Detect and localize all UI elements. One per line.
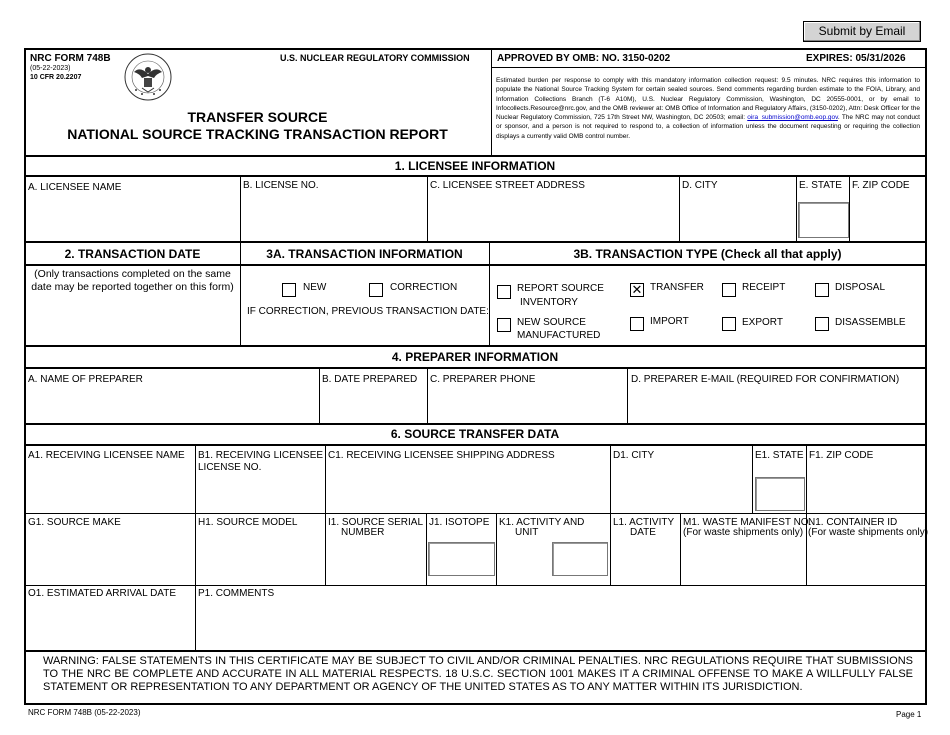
- form-number: NRC FORM 748B: [30, 53, 111, 64]
- licensee-name-label: A. LICENSEE NAME: [28, 182, 122, 193]
- nrc-seal-icon: [120, 52, 176, 102]
- transfer-check-mark: ✕: [631, 282, 643, 297]
- section4-title: 4. PREPARER INFORMATION: [391, 350, 559, 364]
- zip-code-label: F. ZIP CODE: [852, 180, 910, 191]
- serial-number-label-2: NUMBER: [341, 527, 385, 538]
- form-date: (05-22-2023): [30, 65, 71, 72]
- expiration-date: EXPIRES: 05/31/2026: [806, 53, 906, 64]
- correction-checkbox[interactable]: [369, 283, 383, 297]
- container-id-label-2: (For waste shipments only): [808, 527, 929, 538]
- report-source-label: REPORT SOURCE: [517, 283, 604, 294]
- activity-date-label-1: L1. ACTIVITY: [613, 517, 675, 528]
- isotope-field[interactable]: [428, 542, 495, 576]
- waste-manifest-label-1: M1. WASTE MANIFEST NO.: [683, 517, 812, 528]
- receiving-state-field[interactable]: [755, 477, 805, 511]
- disassemble-checkbox[interactable]: [815, 317, 829, 331]
- receiving-licensee-name-label: A1. RECEIVING LICENSEE NAME: [28, 450, 185, 461]
- section2-title: 2. TRANSACTION DATE: [64, 247, 201, 261]
- preparer-email-label: D. PREPARER E-MAIL (REQUIRED FOR CONFIRMATION): [631, 374, 900, 385]
- footer-form-number: NRC FORM 748B (05-22-2023): [28, 708, 141, 717]
- receipt-checkbox[interactable]: [722, 283, 736, 297]
- activity-date-label-2: DATE: [630, 527, 656, 538]
- receiving-city-label: D1. CITY: [613, 450, 655, 461]
- receiving-license-no-label-1: B1. RECEIVING LICENSEE: [198, 450, 324, 461]
- serial-number-label-1: I1. SOURCE SERIAL: [328, 517, 424, 528]
- city-label: D. CITY: [682, 180, 718, 191]
- import-checkbox[interactable]: [630, 317, 644, 331]
- estimated-arrival-date-label: O1. ESTIMATED ARRIVAL DATE: [28, 588, 176, 599]
- export-checkbox[interactable]: [722, 317, 736, 331]
- receiving-state-label: E1. STATE: [755, 450, 804, 461]
- container-id-label-1: N1. CONTAINER ID: [808, 517, 898, 528]
- disposal-checkbox[interactable]: [815, 283, 829, 297]
- preparer-name-label: A. NAME OF PREPARER: [28, 374, 143, 385]
- previous-transaction-date-label: IF CORRECTION, PREVIOUS TRANSACTION DATE:: [247, 306, 489, 317]
- transfer-label: TRANSFER: [650, 282, 704, 293]
- form-title-line2: NATIONAL SOURCE TRACKING TRANSACTION REPORT: [67, 126, 448, 142]
- report-source-inventory-checkbox[interactable]: [497, 285, 511, 299]
- inventory-label: INVENTORY: [520, 297, 578, 308]
- new-checkbox[interactable]: [282, 283, 296, 297]
- source-make-label: G1. SOURCE MAKE: [28, 517, 121, 528]
- frame-top: [24, 48, 927, 50]
- import-label: IMPORT: [650, 316, 689, 327]
- frame-right: [925, 48, 927, 705]
- disposal-label: DISPOSAL: [835, 282, 886, 293]
- new-label: NEW: [303, 282, 327, 293]
- section1-title: 1. LICENSEE INFORMATION: [394, 159, 556, 173]
- activity-unit-field[interactable]: [552, 542, 608, 576]
- burden-statement: Estimated burden per response to comply with this mandatory information collection request: 9.5 minutes. NRC requires this information to populate the National Source Tracking System for certain sealed sources. Send comments regarding burden estimate to the FOIA, Library, and Information Collections Branch (T-6 A10M), U.S. Nuclear Regulatory Commission, Washington, DC 20555-0001, or by email to Infocollects.Resource@nrc.gov, and the OMB reviewer at: OMB Office of Information and Regulatory Affairs, (3150-0202), Attn: Desk Officer for the Nuclear Regulatory Commission, 725 17th Street NW, Washington, DC 20503; email: oira_submission@omb.eop.gov. The NRC may not conduct or sponsor, and a person is not required to respond to, a collection of information unless the document requesting or requiring the collection displays a currently valid OMB control number.: [496, 77, 920, 140]
- comments-label: P1. COMMENTS: [198, 588, 275, 599]
- omb-approval: APPROVED BY OMB: NO. 3150-0202: [497, 53, 671, 64]
- disassemble-label: DISASSEMBLE: [835, 317, 906, 328]
- new-source-label: NEW SOURCE: [517, 317, 586, 328]
- section3a-title: 3A. TRANSACTION INFORMATION: [266, 247, 463, 261]
- street-address-label: C. LICENSEE STREET ADDRESS: [430, 180, 585, 191]
- frame-bottom: [24, 703, 927, 705]
- date-prepared-label: B. DATE PREPARED: [322, 374, 418, 385]
- warning-statement: WARNING: FALSE STATEMENTS IN THIS CERTIFICATE MAY BE SUBJECT TO CIVIL AND/OR CRIMINAL PENALTIES. NRC REGULATIONS REQUIRE THAT SUBMISSIONS TO THE NRC BE COMPLETE AND ACCURATE IN ALL MATERIAL RESPECTS. 18 U.S.C. SECTION 1001 MAKES IT A CRIMINAL OFFENSE TO MAKE A WILLFULLY FALSE STATEMENT OR REPRESENTATION TO ANY DEPARTMENT OR AGENCY OF THE UNITED STATES AS TO ANY MATTER WITHIN ITS JURISDICTION.: [43, 655, 913, 693]
- license-no-label: B. LICENSE NO.: [243, 180, 319, 191]
- preparer-phone-label: C. PREPARER PHONE: [430, 374, 536, 385]
- cfr-reference: 10 CFR 20.2207: [30, 74, 82, 81]
- manufactured-label: MANUFACTURED: [517, 330, 601, 341]
- receiving-zip-label: F1. ZIP CODE: [809, 450, 874, 461]
- oira-email-link[interactable]: oira_submission@omb.eop.gov: [747, 114, 838, 122]
- frame-left: [24, 48, 26, 705]
- receiving-license-no-label-2: LICENSE NO.: [198, 462, 262, 473]
- section3b-title: 3B. TRANSACTION TYPE (Check all that apply): [573, 247, 842, 261]
- isotope-label: J1. ISOTOPE: [429, 517, 490, 528]
- shipping-address-label: C1. RECEIVING LICENSEE SHIPPING ADDRESS: [328, 450, 555, 461]
- transaction-date-note-2: date may be reported together on this form): [31, 281, 234, 293]
- new-source-manufactured-checkbox[interactable]: [497, 318, 511, 332]
- state-field[interactable]: [798, 202, 849, 238]
- export-label: EXPORT: [742, 317, 783, 328]
- correction-label: CORRECTION: [390, 282, 458, 293]
- transfer-checkbox[interactable]: [630, 283, 644, 297]
- activity-unit-label-2: UNIT: [515, 527, 539, 538]
- waste-manifest-label-2: (For waste shipments only): [683, 527, 804, 538]
- state-label: E. STATE: [799, 180, 842, 191]
- activity-unit-label-1: K1. ACTIVITY AND: [499, 517, 585, 528]
- section6-title: 6. SOURCE TRANSFER DATA: [390, 427, 560, 441]
- receipt-label: RECEIPT: [742, 282, 786, 293]
- agency-name: U.S. NUCLEAR REGULATORY COMMISSION: [280, 53, 470, 63]
- page-number: Page 1: [896, 710, 922, 719]
- source-model-label: H1. SOURCE MODEL: [198, 517, 298, 528]
- submit-by-email-button[interactable]: Submit by Email: [803, 21, 921, 42]
- form-title-line1: TRANSFER SOURCE: [187, 109, 328, 125]
- transaction-date-note-1: (Only transactions completed on the same: [34, 268, 231, 280]
